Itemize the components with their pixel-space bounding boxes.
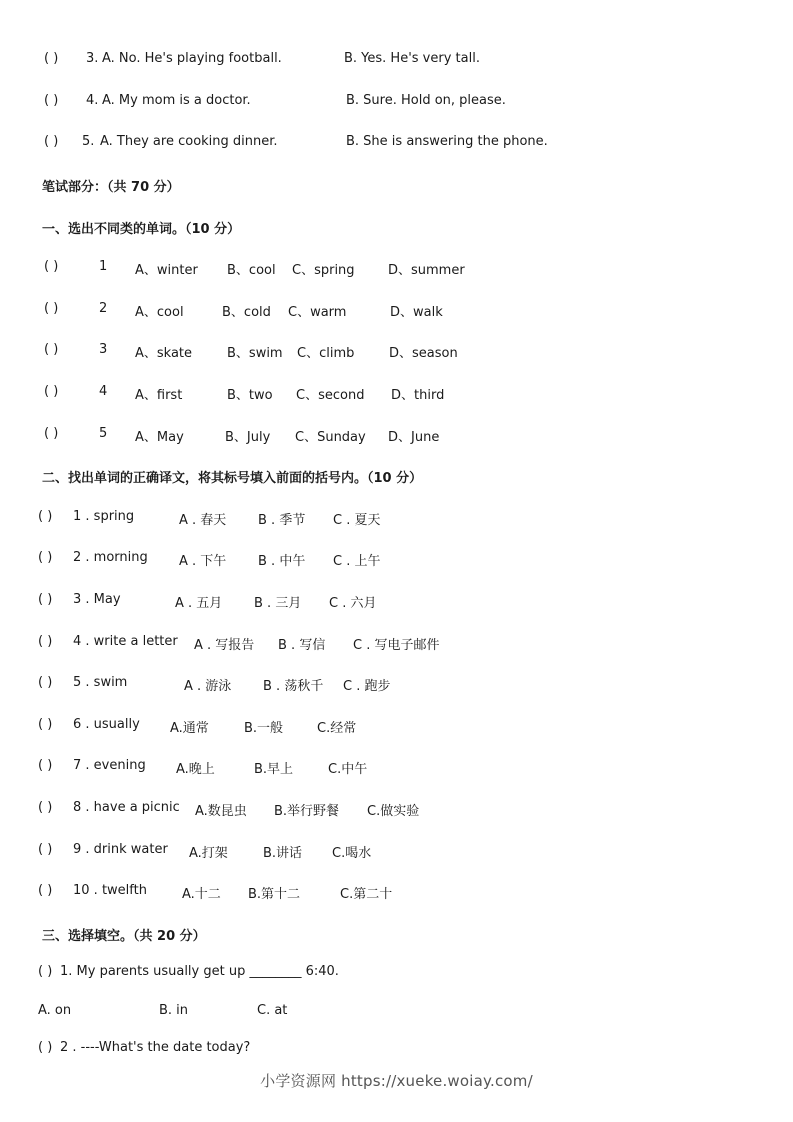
word: 8 . have a picnic: [73, 800, 180, 815]
option-c: C、climb: [297, 346, 355, 361]
option-c: C、Sunday: [295, 430, 366, 445]
answer-paren[interactable]: ( ): [44, 259, 59, 274]
option-a: A、first: [135, 388, 183, 403]
answer-paren[interactable]: ( ): [38, 883, 53, 898]
answer-paren[interactable]: ( ): [44, 134, 59, 149]
word: 3 . May: [73, 592, 121, 607]
word: 5 . swim: [73, 675, 128, 690]
option-c: C . 上午: [333, 554, 381, 569]
option-b: B、cool: [227, 263, 276, 278]
option-b: B、swim: [227, 346, 283, 361]
answer-paren[interactable]: ( ): [44, 93, 59, 108]
option-c: C. at: [257, 1003, 288, 1018]
option-b: B.讲话: [263, 846, 303, 861]
written-part-heading: 笔试部分：（共 70 分）: [42, 180, 180, 195]
option-c: C . 跑步: [343, 679, 391, 694]
answer-paren[interactable]: ( ): [38, 964, 53, 979]
answer-paren[interactable]: ( ): [38, 509, 53, 524]
option-a: A . 游泳: [184, 679, 232, 694]
option-c: C.第二十: [340, 887, 393, 902]
option-a: A . 春天: [179, 513, 227, 528]
item-number: 3: [99, 342, 108, 357]
item-number: 5: [99, 426, 108, 441]
answer-paren[interactable]: ( ): [38, 758, 53, 773]
footer-watermark: 小学资源网 https://xueke.woiay.com/: [260, 1072, 533, 1090]
option-b: B.一般: [244, 721, 284, 736]
section-3-title: 三、选择填空。（共 20 分）: [42, 929, 206, 944]
option-b: B . 荡秋千: [263, 679, 324, 694]
item-number: 3.: [86, 51, 99, 66]
option-b: B、two: [227, 388, 273, 403]
option-a: A. They are cooking dinner.: [100, 134, 278, 149]
option-c: C.中午: [328, 762, 368, 777]
answer-paren[interactable]: ( ): [38, 550, 53, 565]
answer-paren[interactable]: ( ): [38, 634, 53, 649]
option-c: C.经常: [317, 721, 357, 736]
option-c: C、spring: [292, 263, 355, 278]
item-number: 2: [99, 301, 108, 316]
option-a: A、winter: [135, 263, 198, 278]
option-b: B.第十二: [248, 887, 301, 902]
option-b: B、July: [225, 430, 271, 445]
answer-paren[interactable]: ( ): [44, 51, 59, 66]
item-number: 1: [99, 259, 108, 274]
option-b: B. Sure. Hold on, please.: [346, 93, 506, 108]
option-a: A.晚上: [176, 762, 215, 777]
option-a: A . 五月: [175, 596, 223, 611]
answer-paren[interactable]: ( ): [38, 717, 53, 732]
answer-paren[interactable]: ( ): [38, 592, 53, 607]
option-a: A. No. He's playing football.: [102, 51, 282, 66]
option-c: C.喝水: [332, 846, 372, 861]
option-b: B . 季节: [258, 513, 306, 528]
option-c: C.做实验: [367, 804, 420, 819]
option-d: D、third: [391, 388, 445, 403]
answer-paren[interactable]: ( ): [38, 800, 53, 815]
question-text: 2 . ----What's the date today?: [60, 1040, 251, 1055]
option-c: C . 六月: [329, 596, 377, 611]
word: 9 . drink water: [73, 842, 168, 857]
word: 10 . twelfth: [73, 883, 147, 898]
option-a: A.打架: [189, 846, 228, 861]
word: 1 . spring: [73, 509, 135, 524]
word: 2 . morning: [73, 550, 148, 565]
option-c: C . 写电子邮件: [353, 638, 440, 653]
item-number: 4: [99, 384, 108, 399]
answer-paren[interactable]: ( ): [44, 426, 59, 441]
option-a: A. on: [38, 1003, 72, 1018]
option-c: C、second: [296, 388, 365, 403]
option-b: B . 三月: [254, 596, 302, 611]
word: 4 . write a letter: [73, 634, 178, 649]
question-text: 1. My parents usually get up ________ 6:40.: [60, 964, 339, 979]
answer-paren[interactable]: ( ): [38, 675, 53, 690]
option-c: C、warm: [288, 305, 347, 320]
option-c: C . 夏天: [333, 513, 381, 528]
item-number: 4.: [86, 93, 99, 108]
answer-paren[interactable]: ( ): [44, 301, 59, 316]
item-number: 5.: [82, 134, 95, 149]
option-d: D、walk: [390, 305, 443, 320]
option-a: A.通常: [170, 721, 209, 736]
answer-paren[interactable]: ( ): [38, 1040, 53, 1055]
option-b: B.早上: [254, 762, 294, 777]
option-d: D、season: [389, 346, 458, 361]
answer-paren[interactable]: ( ): [38, 842, 53, 857]
option-b: B. She is answering the phone.: [346, 134, 548, 149]
option-a: A.数昆虫: [195, 804, 247, 819]
option-b: B. in: [159, 1003, 189, 1018]
option-d: D、June: [388, 430, 440, 445]
word: 6 . usually: [73, 717, 140, 732]
option-b: B、cold: [222, 305, 271, 320]
option-a: A、May: [135, 430, 184, 445]
answer-paren[interactable]: ( ): [44, 342, 59, 357]
option-b: B.举行野餐: [274, 804, 340, 819]
section-2-title: 二、找出单词的正确译文，将其标号填入前面的括号内。（10 分）: [42, 471, 423, 486]
option-a: A . 写报告: [194, 638, 255, 653]
option-d: D、summer: [388, 263, 465, 278]
answer-paren[interactable]: ( ): [44, 384, 59, 399]
option-b: B . 写信: [278, 638, 326, 653]
option-b: B. Yes. He's very tall.: [344, 51, 480, 66]
option-a: A、cool: [135, 305, 184, 320]
option-a: A.十二: [182, 887, 221, 902]
option-a: A . 下午: [179, 554, 227, 569]
option-a: A. My mom is a doctor.: [102, 93, 251, 108]
option-b: B . 中午: [258, 554, 306, 569]
option-a: A、skate: [135, 346, 193, 361]
section-1-title: 一、选出不同类的单词。（10 分）: [42, 222, 241, 237]
word: 7 . evening: [73, 758, 146, 773]
